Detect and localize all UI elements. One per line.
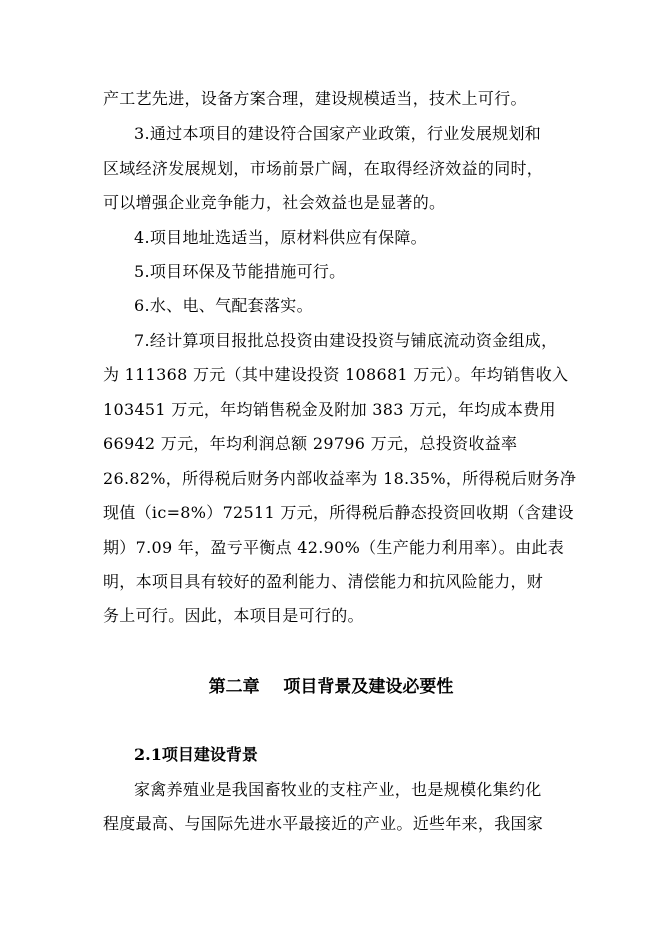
paragraph-line: 家禽养殖业是我国畜牧业的支柱产业，也是规模化集约化 (134, 780, 542, 799)
chapter-title: 第二章 项目背景及建设必要性 (208, 677, 454, 697)
paragraph-line: 103451 万元，年均销售税金及附加 383 万元，年均成本费用 (103, 400, 556, 419)
paragraph-line: 区域经济发展规划，市场前景广阔，在取得经济效益的同时， (103, 159, 544, 178)
paragraph-line: 26.82%，所得税后财务内部收益率为 18.35%，所得税后财务净 (103, 469, 577, 488)
paragraph-line: 期）7.09 年，盈亏平衡点 42.90%（生产能力利用率）。由此表 (103, 538, 565, 557)
paragraph-line: 5.项目环保及节能措施可行。 (134, 262, 346, 281)
paragraph-line: 3.通过本项目的建设符合国家产业政策，行业发展规划和 (134, 124, 542, 143)
paragraph-line: 7.经计算项目报批总投资由建设投资与铺底流动资金组成， (134, 331, 558, 350)
paragraph-line: 可以增强企业竞争能力，社会效益也是显著的。 (103, 193, 446, 212)
paragraph-line: 现值（ic=8%）72511 万元，所得税后静态投资回收期（含建设 (103, 503, 574, 522)
paragraph-line: 6.水、电、气配套落实。 (134, 296, 313, 315)
paragraph-line: 明，本项目具有较好的盈利能力、清偿能力和抗风险能力，财 (103, 572, 544, 591)
paragraph-line: 为 111368 万元（其中建设投资 108681 万元）。年均销售收入 (103, 365, 569, 384)
section-heading: 2.1项目建设背景 (134, 745, 258, 764)
paragraph-line: 66942 万元，年均利润总额 29796 万元，总投资收益率 (103, 434, 518, 453)
paragraph-line: 务上可行。因此，本项目是可行的。 (103, 606, 364, 625)
paragraph-line: 程度最高、与国际先进水平最接近的产业。近些年来，我国家 (103, 814, 544, 833)
paragraph-line: 4.项目地址选适当，原材料供应有保障。 (134, 228, 427, 247)
paragraph-line: 产工艺先进，设备方案合理，建设规模适当，技术上可行。 (103, 89, 527, 108)
